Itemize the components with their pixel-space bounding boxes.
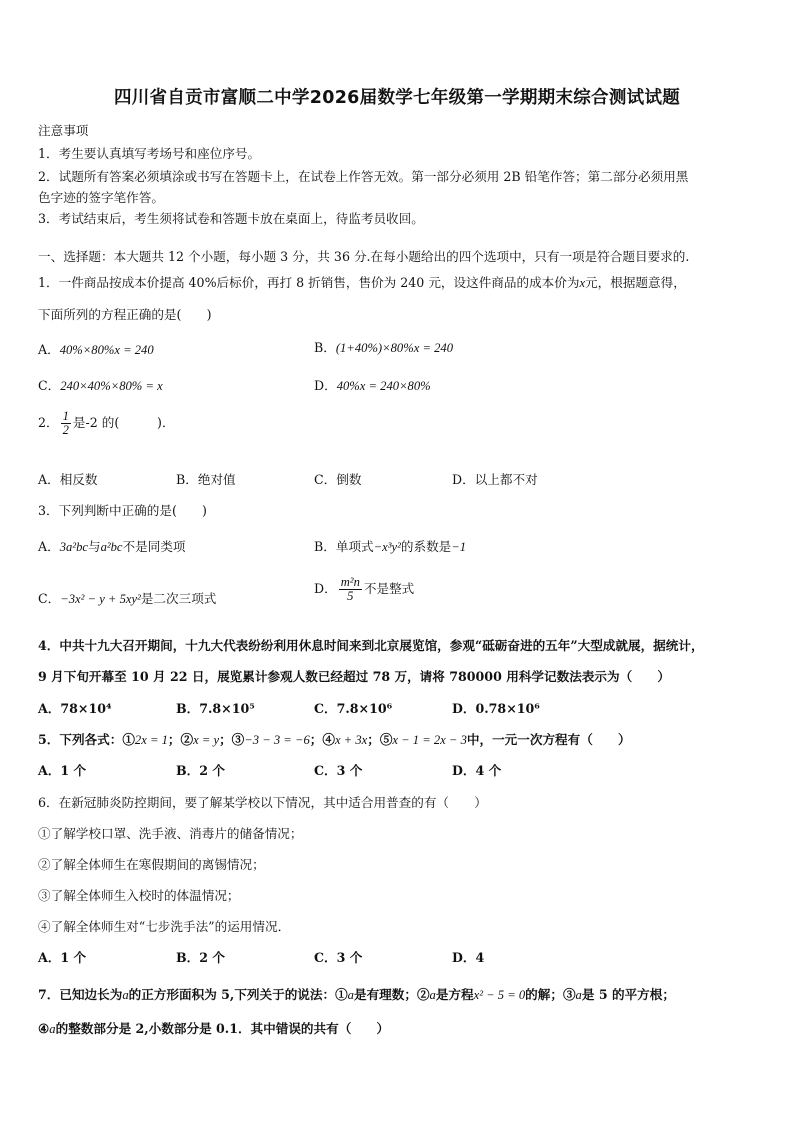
- q5-sep: ；③: [219, 732, 245, 747]
- option-label: D．: [314, 581, 337, 597]
- q3-a-expr2: a²bc: [100, 540, 123, 554]
- q3-c-tail: 是二次三项式: [140, 591, 217, 606]
- q3-a-tail: 不是同类项: [122, 539, 186, 554]
- option-label: B．单项式: [314, 539, 374, 554]
- notice-item-3: 3．考试结束后，考生须将试卷和答题卡放在桌面上，待监考员收回。: [38, 211, 424, 226]
- q3-stem: 3．下列判断中正确的是( ): [38, 503, 207, 518]
- q7-equation: x² − 5 = 0: [473, 988, 526, 1002]
- q3-d-numerator: m²n: [340, 575, 360, 589]
- q1-option-d: [314, 375, 431, 394]
- q7-text: 的正方形面积为 5,下列关于的说法：①: [128, 987, 348, 1002]
- option-label: C．: [38, 591, 61, 606]
- notice-item-2: 2．试题所有答案必须填涂或书写在答题卡上，在试卷上作答无效。第一部分必须用 2B 铅笔作答；第二部分必须用黑: [38, 169, 689, 184]
- q4-option-a: A．78×10⁴: [38, 701, 112, 716]
- q3-d-tail: 不是整式: [363, 581, 415, 597]
- q1-option-c-expr: 240×40%×80% = x: [60, 379, 163, 393]
- q3-option-a: [38, 536, 186, 555]
- q2-fraction-denominator: 2: [62, 423, 69, 438]
- q2-fraction-numerator: 1: [62, 409, 69, 423]
- q6-option-c: C．3 个: [314, 950, 363, 965]
- q2-number: 2．: [38, 415, 59, 431]
- q4-option-d: D．0.78×10⁶: [452, 701, 540, 716]
- q5-sep: ；④: [309, 732, 335, 747]
- q3-a-expr1: 3a²bc: [59, 540, 88, 554]
- q4-stem-line2: 9 月下旬开幕至 10 月 22 日，展览累计参观人数已经超过 78 万，请将 780000 用科学记数法表示为（ ）: [38, 669, 670, 684]
- q7-var: a: [122, 988, 129, 1002]
- q6-item-4: ④了解全体师生对“七步洗手法”的运用情况．: [38, 919, 291, 934]
- q7-stem-line2: [38, 1018, 389, 1037]
- q4-option-b: B．7.8×10⁵: [176, 701, 255, 716]
- q5-expr-5: x − 1 = 2x − 3: [392, 733, 467, 747]
- section-heading: 一、选择题：本大题共 12 个小题，每小题 3 分，共 36 分.在每小题给出的四个选项中，只有一项是符合题目要求的.: [38, 249, 690, 264]
- q3-b-expr: −x³y²: [373, 540, 401, 554]
- q3-option-d: [314, 576, 414, 603]
- q1-option-a-expr: 40%×80%x = 240: [59, 343, 154, 357]
- notice-heading: 注意事项: [38, 123, 89, 138]
- q2-option-c: C．倒数: [314, 472, 362, 487]
- q5-option-a: A．1 个: [38, 763, 87, 778]
- q7-text: ④: [38, 1021, 50, 1036]
- q6-item-2: ②了解全体师生在寒假期间的离锡情况；: [38, 857, 265, 872]
- q3-b-tail: 的系数是: [400, 539, 452, 554]
- option-label: A．: [38, 342, 60, 357]
- q6-stem: 6．在新冠肺炎防控期间，要了解某学校以下情况，其中适合用普查的有（ ）: [38, 795, 487, 810]
- q5-sep: ；⑤: [367, 732, 393, 747]
- q2-option-d: D．以上都不对: [452, 472, 538, 487]
- q2-option-a: A．相反数: [38, 472, 98, 487]
- q5-option-d: D．4 个: [452, 763, 502, 778]
- option-label: B．: [314, 340, 336, 355]
- q7-var: a: [347, 988, 354, 1002]
- q1-option-c: [38, 375, 163, 394]
- q5-sep: ；②: [167, 732, 194, 747]
- q1-stem-text: 1．一件商品按成本价提高 40%后标价，再打 8 折销售，售价为 240 元，设这件商品的成本价为: [38, 275, 580, 290]
- q6-option-b: B．2 个: [176, 950, 225, 965]
- q6-option-a: A．1 个: [38, 950, 87, 965]
- q1-stem-line1: [38, 272, 686, 291]
- q7-text: 的解；③: [525, 987, 576, 1002]
- q1-option-b-expr: (1+40%)×80%x = 240: [335, 341, 453, 355]
- q3-d-fraction: [339, 576, 362, 603]
- q7-text: 是方程: [435, 987, 474, 1002]
- q2-fraction: [61, 410, 71, 437]
- q7-stem-line1: [38, 984, 675, 1003]
- q7-text: 是 5 的平方根；: [581, 987, 675, 1002]
- q7-var: a: [429, 988, 436, 1002]
- q1-option-a: [38, 339, 154, 358]
- q4-stem-line1: 4．中共十九大召开期间，十九大代表纷纷利用休息时间来到北京展览馆，参观“砥砺奋进的五年”大型成就展，据统计，: [38, 638, 704, 653]
- q1-stem-text-b: 元，根据题意得，: [585, 275, 686, 290]
- q5-head: 5．下列各式：①: [38, 732, 135, 747]
- q2-stem-tail: 是-2 的( )．: [72, 415, 175, 431]
- q4-option-c: C．7.8×10⁶: [314, 701, 393, 716]
- q1-stem-line2: 下面所列的方程正确的是( ): [38, 307, 212, 322]
- q3-option-b: [314, 536, 466, 555]
- q5-expr-1: 2x = 1: [134, 733, 168, 747]
- q5-stem: [38, 729, 631, 748]
- option-label: D．: [314, 378, 337, 393]
- q3-b-val: −1: [451, 540, 467, 554]
- q2-option-b: B．绝对值: [176, 472, 236, 487]
- page-title: 四川省自贡市富顺二中学2026届数学七年级第一学期期末综合测试试题: [113, 88, 681, 108]
- q6-item-3: ③了解全体师生入校时的体温情况；: [38, 888, 240, 903]
- notice-item-1: 1．考生要认真填写考场号和座位序号。: [38, 146, 261, 161]
- q5-option-b: B．2 个: [176, 763, 225, 778]
- q5-option-c: C．3 个: [314, 763, 363, 778]
- q2-stem: [38, 410, 175, 437]
- q7-text: 是有理数；②: [353, 987, 430, 1002]
- q5-expr-4: x + 3x: [334, 733, 368, 747]
- q1-variable: x: [579, 276, 586, 290]
- q7-text: 的整数部分是 2,小数部分是 0.1．其中错误的共有（ ）: [55, 1021, 390, 1036]
- q3-option-c: [38, 588, 216, 607]
- q5-expr-2: x = y: [193, 733, 220, 747]
- q7-var: a: [49, 1022, 56, 1036]
- notice-item-2-cont: 色字迹的签字笔作答。: [38, 190, 164, 205]
- q6-item-1: ①了解学校口罩、洗手液、消毒片的储备情况；: [38, 826, 303, 841]
- q7-var: a: [575, 988, 582, 1002]
- q1-option-b: [314, 337, 453, 356]
- q3-a-mid: 与: [87, 539, 101, 554]
- q5-expr-3: −3 − 3 = −6: [244, 733, 310, 747]
- q6-option-d: D．4: [452, 950, 485, 965]
- q5-tail: 中，一元一次方程有（ ）: [466, 732, 631, 747]
- q3-d-denominator: 5: [347, 589, 354, 604]
- option-label: A．: [38, 539, 60, 554]
- option-label: C．: [38, 378, 61, 393]
- q7-text: 7．已知边长为: [38, 987, 123, 1002]
- q3-c-expr: −3x² − y + 5xy²: [60, 592, 141, 606]
- q1-option-d-expr: 40%x = 240×80%: [336, 379, 431, 393]
